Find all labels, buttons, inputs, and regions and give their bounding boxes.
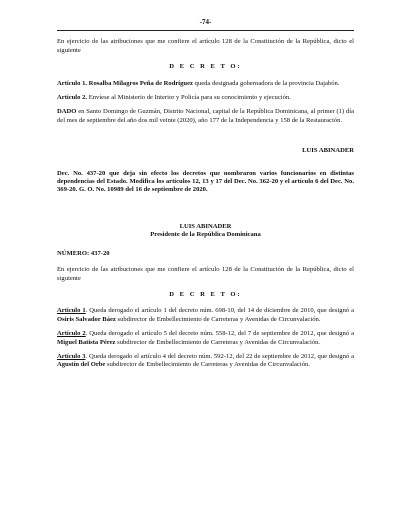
decree-1-article-2-label: Artículo 2. — [57, 94, 88, 102]
decree-2-heading: D E C R E T O: — [169, 290, 242, 298]
decree-2-article-2-label: Artículo 2 — [57, 330, 86, 338]
decree-summary: Dec. No. 437-20 que deja sin efecto los decretos que nombraron varios funcionarios en distintas dependencias del Estado. Modifica los artículos 12, 13 y 17 del Dec. No. 362-20 y el artículo 6 del Dec. No. 369-20. G. O. No. 10989 del 16 de septiembre de 2020. — [57, 169, 354, 194]
decree-2-article-2-pre: . Queda derogado el artículo 5 del decreto núm. 558-12, del 7 de septiembre de 2012, que designó a — [85, 330, 354, 338]
decree-2-article-1-pre: . Queda derogado el artículo 1 del decreto núm. 698-10, del 14 de diciembre de 2010, que designó a — [85, 307, 355, 315]
decree-1-article-1-label: Artículo 1. Rosalba Milagros Peña de Rodríguez — [57, 79, 193, 87]
decree-1-article-1 — [57, 80, 354, 88]
decree-2-article-2-name: Miguel Batista Pérez — [57, 338, 116, 346]
decree-1-dado — [57, 108, 354, 125]
decree-2-preamble: En ejercicio de las atribuciones que me confiere el artículo 128 de la Constitución de la República, dicto el siguiente — [57, 266, 354, 282]
decree-1-signature: LUIS ABINADER — [302, 147, 354, 155]
decree-number: NÚMERO: 437-20 — [57, 249, 110, 257]
decree-2-article-1 — [57, 307, 354, 324]
decree-1-preamble: En ejercicio de las atribuciones que me confiere el artículo 128 de la Constitución de la República, dicto el siguiente — [57, 38, 354, 54]
decree-1-article-2-text: Envíese al Ministerio de Interior y Policía para su conocimiento y ejecución. — [87, 94, 291, 102]
president-name: LUIS ABINADER — [179, 222, 232, 230]
decree-2 — [57, 223, 354, 370]
decree-1-article-2 — [57, 94, 354, 102]
decree-2-article-2-post: subdirector de Embellecimiento de Carreteras y Avenidas de Circunvalación. — [115, 338, 321, 346]
decree-2-article-2 — [57, 330, 354, 347]
decree-1-article-1-text: queda designada gobernadora de la provincia Dajabón. — [192, 79, 340, 87]
decree-2-article-1-label: Artículo 1 — [57, 307, 86, 315]
header-rule — [57, 30, 354, 31]
document-page — [57, 18, 354, 370]
decree-2-article-3-post: subdirector de Embellecimiento de Carreteras y Avenidas de Circunvalación. — [105, 361, 310, 369]
decree-2-article-1-post: subdirector de Embellecimiento de Carreteras y Avenidas de Circunvalación. — [115, 315, 321, 323]
decree-2-article-1-name: Osiris Salvador Báez — [57, 315, 116, 323]
decree-2-article-3-pre: . Queda derogado el artículo 4 del decreto núm. 592-12, del 22 de septiembre de 2012, que designó a — [85, 352, 354, 360]
decree-1-dado-text: en Santo Domingo de Guzmán, Distrito Nacional, capital de la República Dominicana, al primer (1) día del mes de septiembre del año dos mil veinte (2020), año 177 de la Independencia y 158 de la Restauración. — [57, 108, 354, 124]
decree-1 — [57, 38, 354, 155]
decree-2-article-3-label: Artículo 3 — [57, 352, 86, 360]
decree-2-article-3 — [57, 353, 354, 370]
decree-1-dado-label: DADO — [57, 108, 77, 116]
decree-2-article-3-name: Agustín del Orbe — [57, 361, 106, 369]
decree-1-heading: D E C R E T O: — [169, 63, 242, 71]
president-title: Presidente de la República Dominicana — [150, 231, 261, 239]
page-number: -74- — [199, 18, 212, 26]
